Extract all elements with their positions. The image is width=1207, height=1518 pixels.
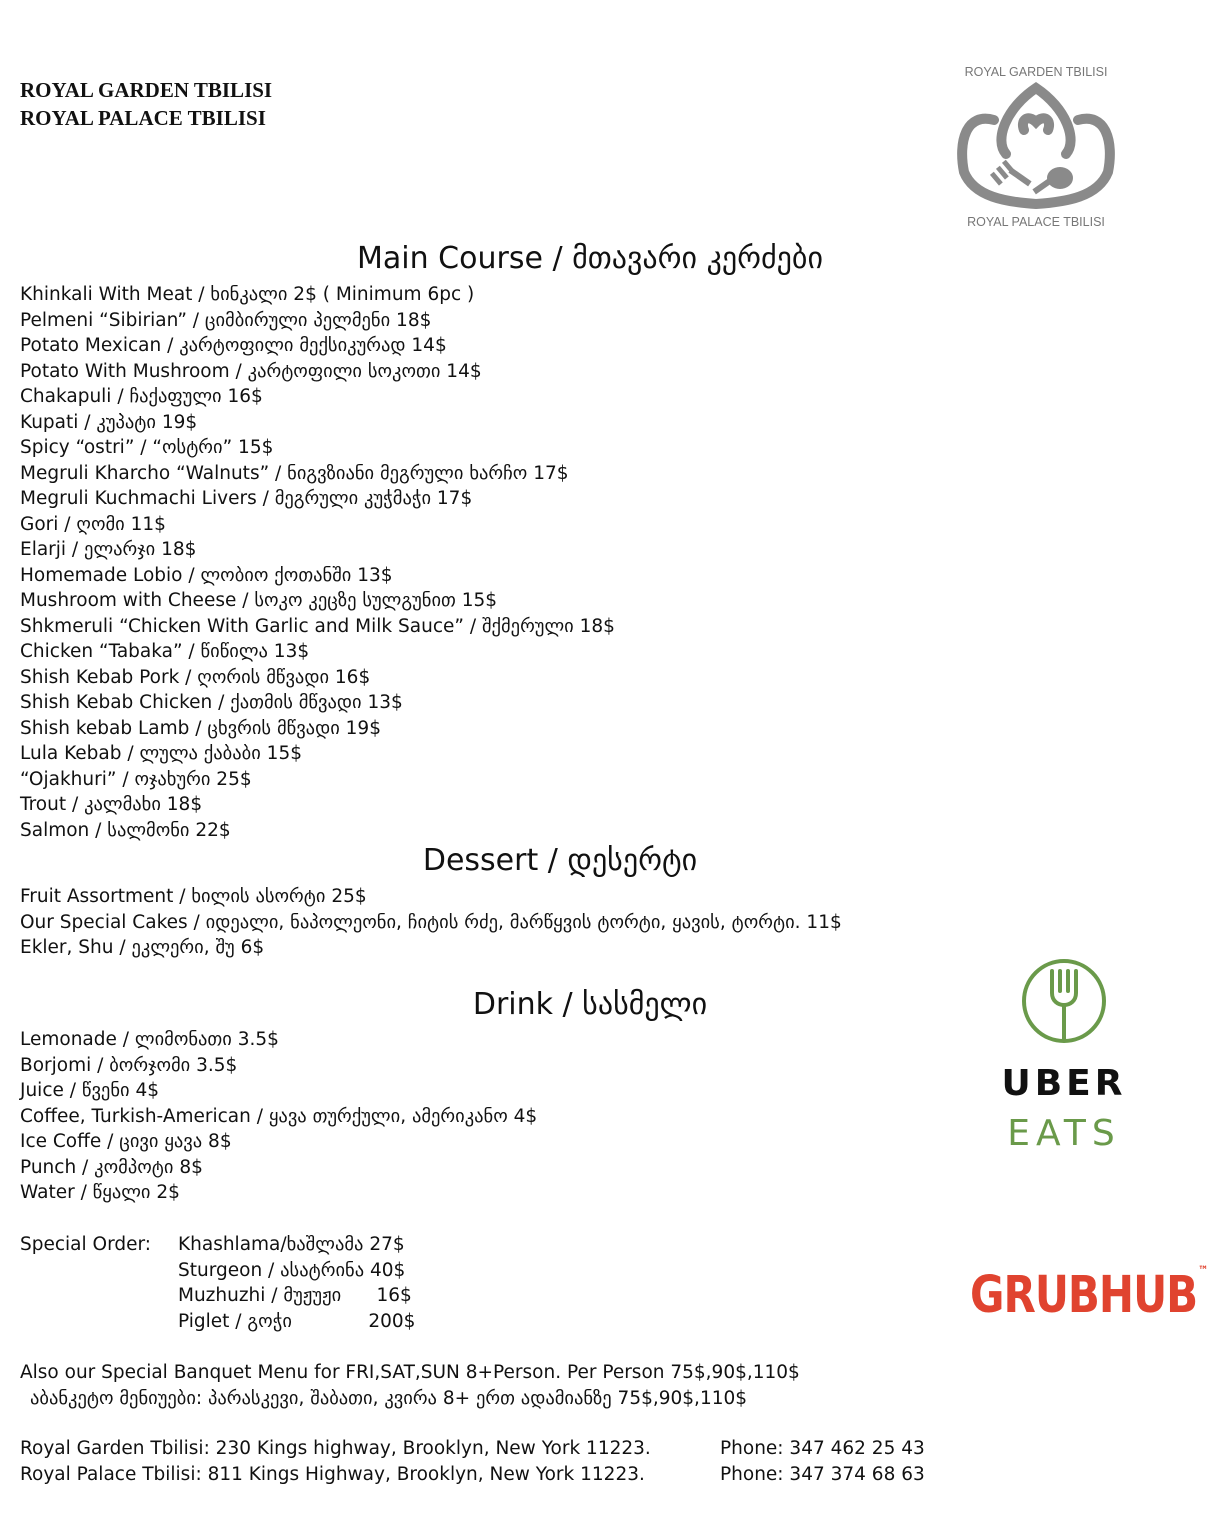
menu-item: Elarji / ელარჯი 18$ [20,539,197,560]
menu-item: Gori / ღომი 11$ [20,513,166,535]
drink-list [20,1027,537,1206]
special-order-item: Khashlama/ხაშლამა 27$ [178,1234,405,1255]
menu-item: Lula Kebab / ლულა ქაბაბი 15$ [20,743,302,764]
grubhub-logo [970,1265,1207,1324]
eats-text: EATS [1007,1113,1121,1154]
grubhub-text: GRUBHUB [970,1265,1198,1324]
contact-phone: Phone: 347 462 25 43 [720,1438,925,1459]
menu-item: Shish Kebab Pork / ღორის მწვადი 16$ [20,666,371,688]
banquet-georgian: აბანკეტო მენიუები: პარასკევი, შაბათი, კვირა 8+ ერთ ადამიანზე 75$,90$,110$ [30,1387,748,1409]
main-course-list [20,282,615,843]
menu-item: Shish Kebab Chicken / ქათმის მწვადი 13$ [20,692,403,713]
logo-bottom-text: ROYAL PALACE TBILISI [967,215,1105,229]
menu-item: Fruit Assortment / ხილის ასორტი 25$ [20,886,367,907]
restaurant-logo [936,62,1136,234]
menu-item: Ekler, Shu / ეკლერი, შუ 6$ [20,937,265,958]
lotus-fork-spoon-icon [936,62,1136,234]
menu-item: Lemonade / ლიმონათი 3.5$ [20,1029,279,1050]
menu-item: Water / წყალი 2$ [20,1182,180,1203]
restaurant-header [20,76,272,132]
contact-row [20,1462,925,1488]
grubhub-tm: ™ [1198,1265,1207,1279]
special-order-block [20,1232,415,1334]
banquet-english: Also our Special Banquet Menu for FRI,SAT,SUN 8+Person. Per Person 75$,90$,110$ [20,1362,800,1383]
menu-item: “Ojakhuri” / ოჯახური 25$ [20,768,252,790]
dessert-list [20,884,842,961]
contacts-block [20,1436,925,1487]
special-order-label: Special Order: [20,1234,152,1255]
contact-row [20,1436,925,1462]
drink-heading: Drink / სასმელი [472,987,708,1022]
menu-item: Chakapuli / ჩაქაფული 16$ [20,386,263,407]
contact-address: Royal Garden Tbilisi: 230 Kings highway, Brooklyn, New York 11223. [20,1438,651,1459]
uber-eats-fork-icon [984,955,1144,1055]
menu-item: Our Special Cakes / იდეალი, ნაპოლეონი, ჩიტის რძე, მარწყვის ტორტი, ყავის, ტორტი. 11$ [20,911,842,933]
menu-item: Juice / წვენი 4$ [20,1080,159,1101]
special-order-item: Sturgeon / ასატრინა 40$ [178,1259,406,1281]
menu-item: Megruli Kuchmachi Livers / მეგრული კუჭმაჭი 17$ [20,488,473,509]
menu-item: Chicken “Tabaka” / წიწილა 13$ [20,641,310,662]
menu-item: Spicy “ostri” / “ოსტრი” 15$ [20,437,274,458]
uber-eats-logo [984,955,1144,1165]
menu-item: Pelmeni “Sibirian” / ციმბირული პელმენი 18$ [20,309,432,331]
menu-item: Megruli Kharcho “Walnuts” / ნიგვზიანი მეგრული ხარჩო 17$ [20,462,569,484]
special-order-row [20,1232,415,1258]
menu-item: Borjomi / ბორჯომი 3.5$ [20,1054,238,1076]
menu-item: Potato With Mushroom / კარტოფილი სოკოთი 14$ [20,360,482,382]
menu-item: Khinkali With Meat / ხინკალი 2$ ( Minimum 6pc ) [20,284,475,305]
menu-item: Mushroom with Cheese / სოკო კეცზე სულგუნით 15$ [20,590,498,611]
menu-item: Kupati / კუპატი 19$ [20,411,198,433]
contact-phone: Phone: 347 374 68 63 [720,1463,925,1485]
logo-top-text: ROYAL GARDEN TBILISI [964,65,1108,79]
menu-item: Shkmeruli “Chicken With Garlic and Milk Sauce” / შქმერული 18$ [20,615,615,637]
header-line-1: ROYAL GARDEN TBILISI [20,78,273,102]
header-line-2: ROYAL PALACE TBILISI [20,106,266,130]
menu-item: Ice Coffe / ცივი ყავა 8$ [20,1131,232,1152]
menu-item: Salmon / სალმონი 22$ [20,819,231,841]
uber-text: UBER [1001,1063,1127,1104]
contact-address: Royal Palace Tbilisi: 811 Kings Highway, Brooklyn, New York 11223. [20,1463,645,1485]
dessert-heading: Dessert / დესერტი [422,843,698,878]
menu-item: Trout / კალმახი 18$ [20,794,203,815]
menu-item: Shish kebab Lamb / ცხვრის მწვადი 19$ [20,717,381,739]
banquet-notice [20,1360,800,1411]
menu-item: Potato Mexican / კარტოფილი მექსიკურად 14$ [20,335,447,356]
main-course-heading: Main Course / მთავარი კერძები [357,241,823,276]
menu-item: Punch / კომპოტი 8$ [20,1156,203,1178]
special-order-item: Piglet / გოჭი 200$ [178,1310,416,1332]
menu-item: Coffee, Turkish-American / ყავა თურქული, ამერიკანო 4$ [20,1105,538,1127]
special-order-item: Muzhuzhi / მუჟუჟი 16$ [178,1285,412,1306]
menu-item: Homemade Lobio / ლობიო ქოთანში 13$ [20,564,393,586]
